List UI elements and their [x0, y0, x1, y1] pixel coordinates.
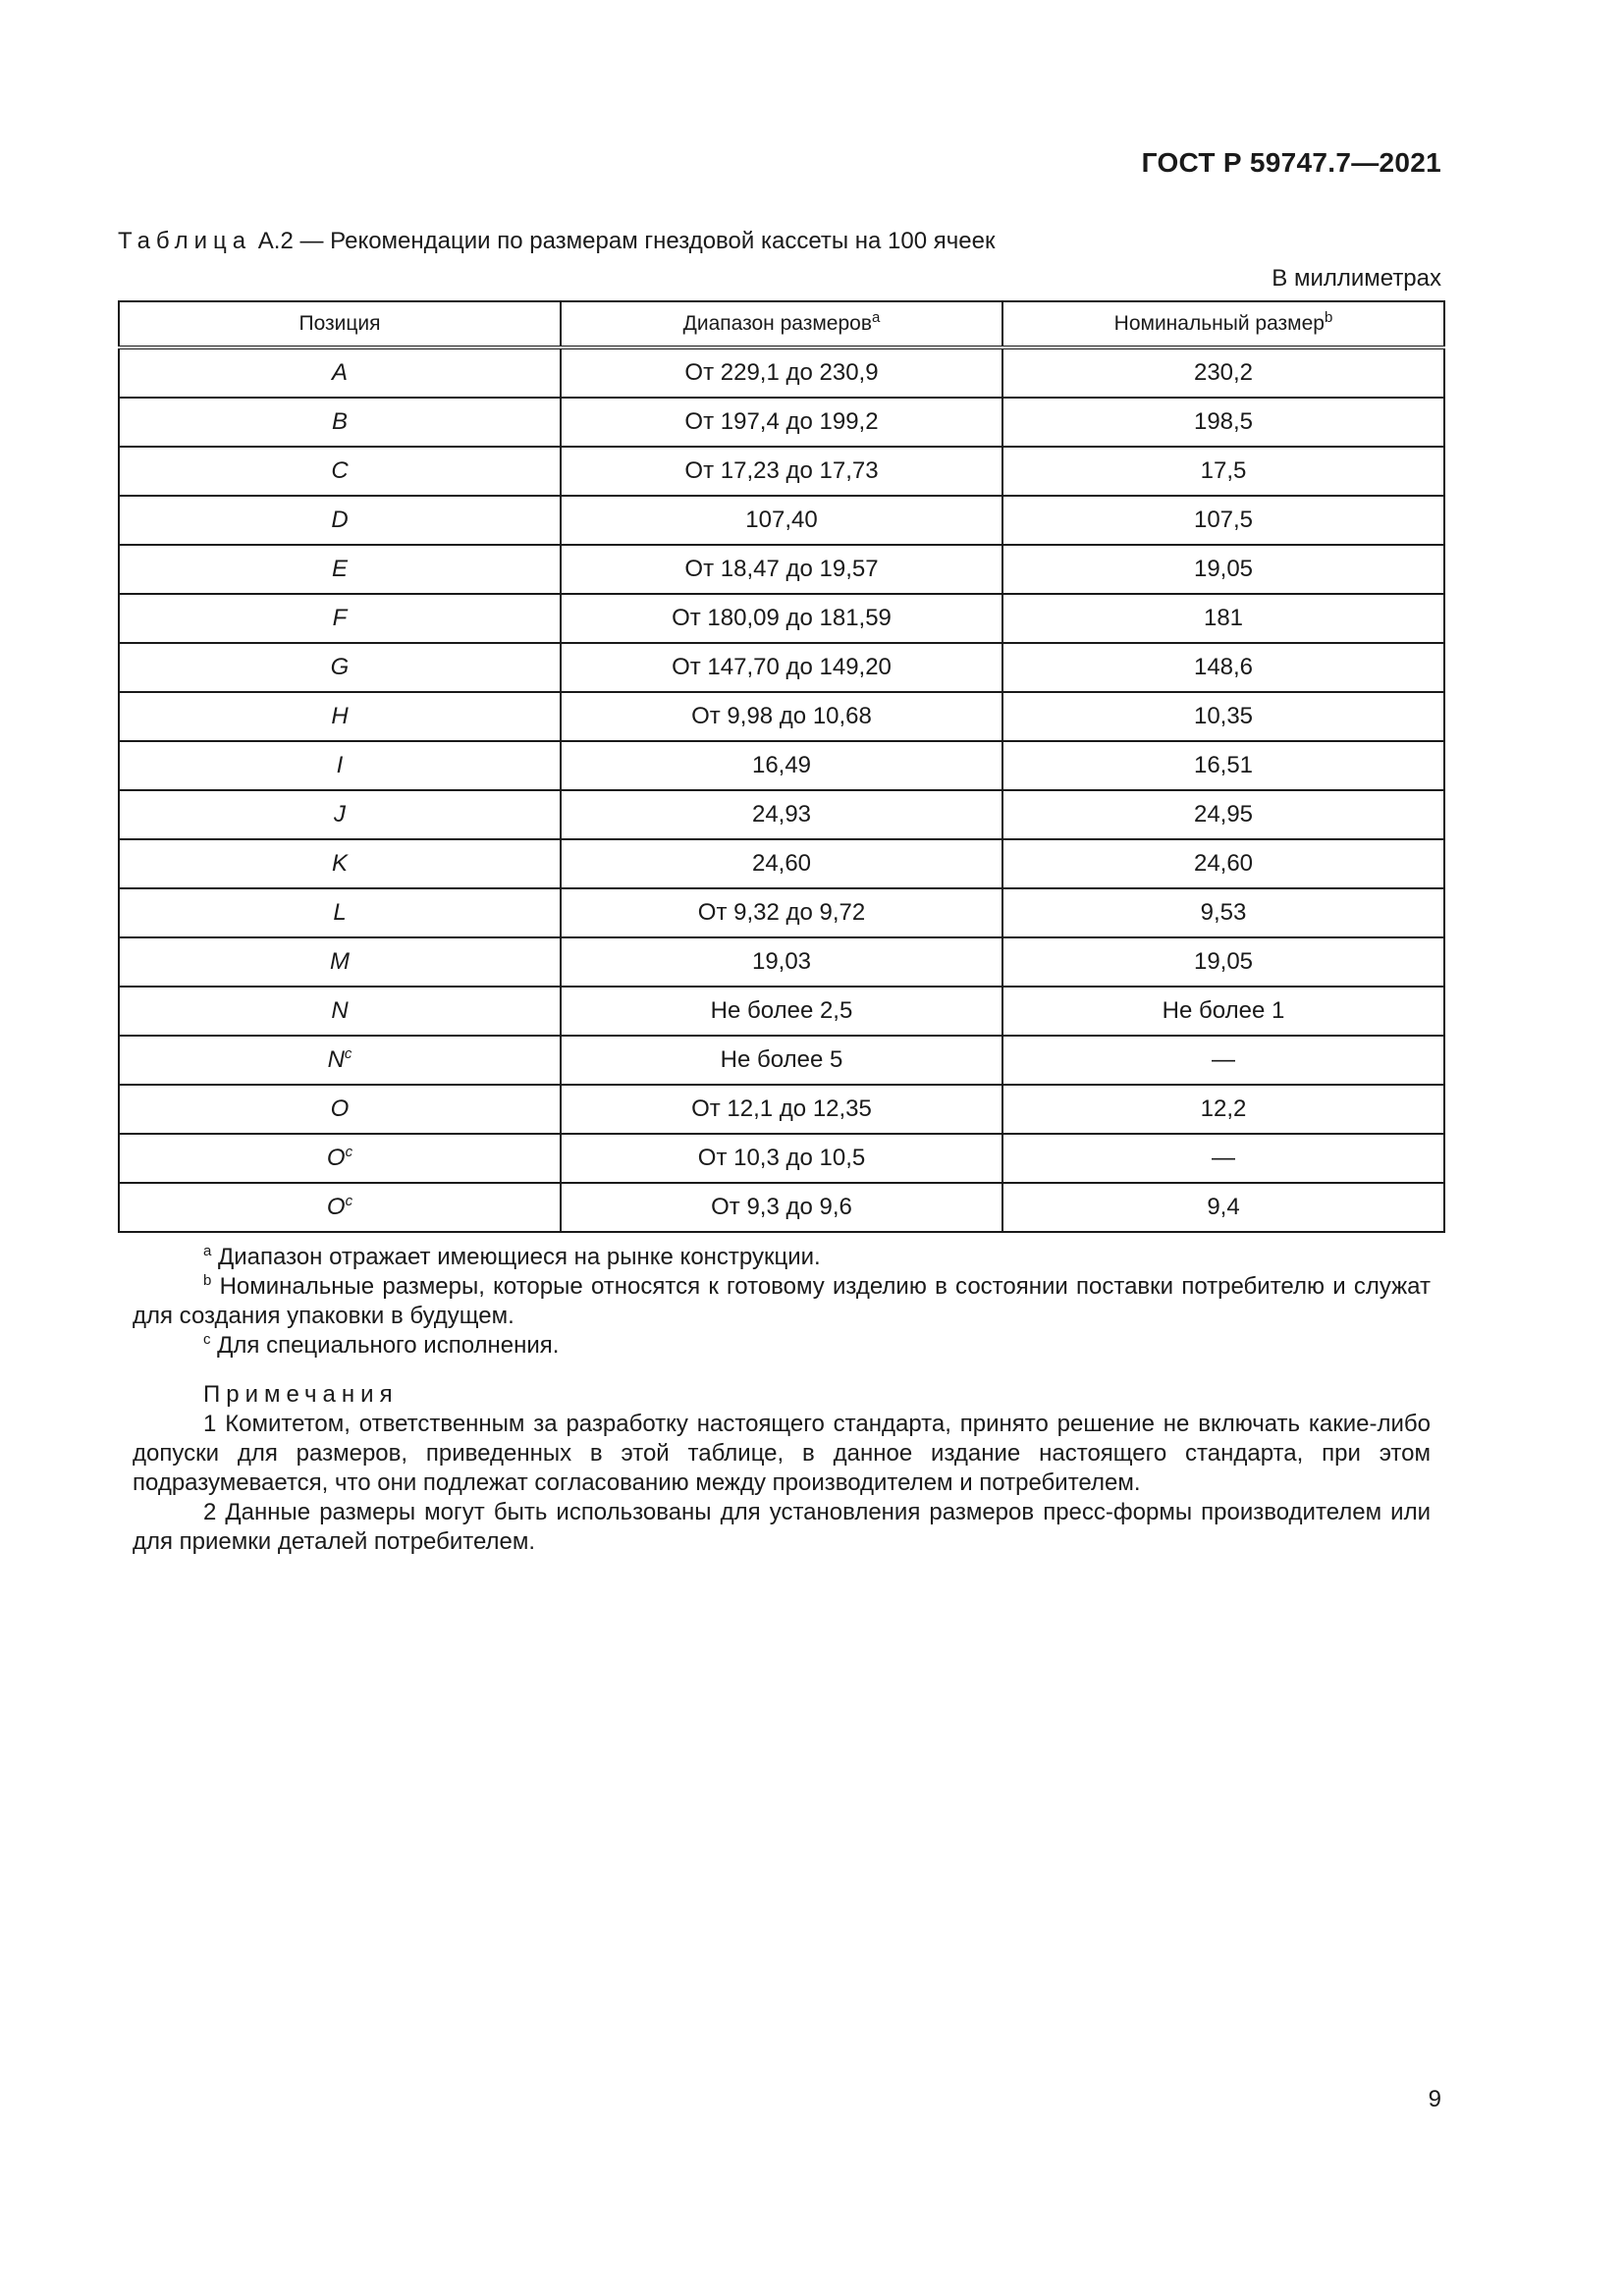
cell-range: От 180,09 до 181,59 [561, 594, 1002, 643]
table-body [119, 347, 1444, 1232]
dimensions-table [118, 300, 1445, 1569]
header-range: Диапазон размеров$^a$ [561, 301, 1002, 347]
dimensions-table-wrapper [118, 300, 1443, 1569]
cell-nominal: 107,5 [1002, 496, 1444, 545]
cell-nominal: 10,35 [1002, 692, 1444, 741]
cell-position: M [119, 937, 561, 987]
table-row [119, 447, 1444, 496]
cell-position: O [119, 1085, 561, 1134]
cell-nominal: 181 [1002, 594, 1444, 643]
cell-position: G [119, 643, 561, 692]
table-row [119, 987, 1444, 1036]
cell-position: H [119, 692, 561, 741]
note-1: 1 Комитетом, ответственным за разработку настоящего стандарта, принято решение не включать какие-либо допуски для размеров, приведенных в этой таблице, в данное издание настоящего стандарта, при этом подразумевается, что они подлежат согласованию между производителем и потребителем. [133, 1411, 1431, 1496]
cell-range: 19,03 [561, 937, 1002, 987]
cell-position: L [119, 888, 561, 937]
cell-position: I [119, 741, 561, 790]
header-nominal-footnote-mark: b [1324, 309, 1333, 326]
table-row [119, 545, 1444, 594]
table-row [119, 1134, 1444, 1183]
cell-range: От 17,23 до 17,73 [561, 447, 1002, 496]
cell-range: 16,49 [561, 741, 1002, 790]
cell-nominal: 19,05 [1002, 937, 1444, 987]
cell-position: E [119, 545, 561, 594]
cell-range: От 9,32 до 9,72 [561, 888, 1002, 937]
table-header-row [119, 301, 1444, 347]
cell-range: От 9,3 до 9,6 [561, 1183, 1002, 1232]
footnote-a: $^a$ Диапазон отражает имеющиеся на рынке конструкции. [203, 1243, 821, 1270]
table-row [119, 937, 1444, 987]
cell-position: F [119, 594, 561, 643]
cell-nominal: 9,53 [1002, 888, 1444, 937]
cell-range: Не более 2,5 [561, 987, 1002, 1036]
cell-nominal: 148,6 [1002, 643, 1444, 692]
table-row [119, 741, 1444, 790]
cell-position: A [119, 347, 561, 398]
table-caption-label: Таблица [118, 228, 252, 254]
header-nominal: Номинальный размер$^b$ [1002, 301, 1444, 347]
table-row [119, 594, 1444, 643]
cell-nominal: 230,2 [1002, 347, 1444, 398]
cell-range: 24,93 [561, 790, 1002, 839]
table-caption [118, 228, 995, 255]
table-row [119, 790, 1444, 839]
table-caption-text: А.2 — Рекомендации по размерам гнездовой кассеты на 100 ячеек [251, 228, 996, 254]
cell-range: От 147,70 до 149,20 [561, 643, 1002, 692]
cell-nominal: 24,60 [1002, 839, 1444, 888]
footnote-c: $^c$ Для специального исполнения. [203, 1331, 560, 1359]
cell-range: От 18,47 до 19,57 [561, 545, 1002, 594]
table-row [119, 347, 1444, 398]
cell-nominal: 19,05 [1002, 545, 1444, 594]
header-range-footnote-mark: a [872, 309, 881, 326]
notes-row [119, 1232, 1444, 1569]
units-label: В миллиметрах [1272, 265, 1441, 292]
table-row [119, 1183, 1444, 1232]
cell-nominal: — [1002, 1036, 1444, 1085]
cell-position: $O^c$ [119, 1134, 561, 1183]
table-row [119, 1036, 1444, 1085]
table-row [119, 839, 1444, 888]
table-row [119, 1085, 1444, 1134]
notes-cell [119, 1232, 1444, 1569]
cell-range: 107,40 [561, 496, 1002, 545]
cell-nominal: 16,51 [1002, 741, 1444, 790]
cell-position: B [119, 398, 561, 447]
notes-heading: Примечания [203, 1381, 399, 1408]
cell-nominal: 24,95 [1002, 790, 1444, 839]
cell-nominal: 9,4 [1002, 1183, 1444, 1232]
cell-range: От 12,1 до 12,35 [561, 1085, 1002, 1134]
position-footnote-mark: c [345, 1144, 353, 1160]
cell-position: C [119, 447, 561, 496]
table-row [119, 496, 1444, 545]
table-row [119, 692, 1444, 741]
cell-range: Не более 5 [561, 1036, 1002, 1085]
table-row [119, 888, 1444, 937]
position-footnote-mark: c [344, 1045, 352, 1062]
cell-range: 24,60 [561, 839, 1002, 888]
cell-nominal: 12,2 [1002, 1085, 1444, 1134]
cell-range: От 229,1 до 230,9 [561, 347, 1002, 398]
page-number: 9 [1428, 2086, 1441, 2112]
cell-range: От 9,98 до 10,68 [561, 692, 1002, 741]
table-row [119, 398, 1444, 447]
table-row [119, 643, 1444, 692]
note-2: 2 Данные размеры могут быть использованы для установления размеров пресс-формы производителем или для приемки деталей потребителем. [133, 1499, 1431, 1555]
cell-position: N [119, 987, 561, 1036]
cell-nominal: 198,5 [1002, 398, 1444, 447]
cell-position: J [119, 790, 561, 839]
cell-position: $N^c$ [119, 1036, 561, 1085]
cell-nominal: — [1002, 1134, 1444, 1183]
document-code: ГОСТ Р 59747.7—2021 [1141, 147, 1441, 178]
cell-nominal: Не более 1 [1002, 987, 1444, 1036]
header-position: Позиция [119, 301, 561, 347]
cell-range: От 197,4 до 199,2 [561, 398, 1002, 447]
cell-position: K [119, 839, 561, 888]
footnote-b: $^b$ Номинальные размеры, которые относятся к готовому изделию в состоянии поставки потребителю и служат для создания упаковки в будущем. [133, 1272, 1431, 1329]
cell-nominal: 17,5 [1002, 447, 1444, 496]
cell-position: D [119, 496, 561, 545]
cell-range: От 10,3 до 10,5 [561, 1134, 1002, 1183]
cell-position: $O^c$ [119, 1183, 561, 1232]
position-footnote-mark: c [345, 1193, 353, 1209]
